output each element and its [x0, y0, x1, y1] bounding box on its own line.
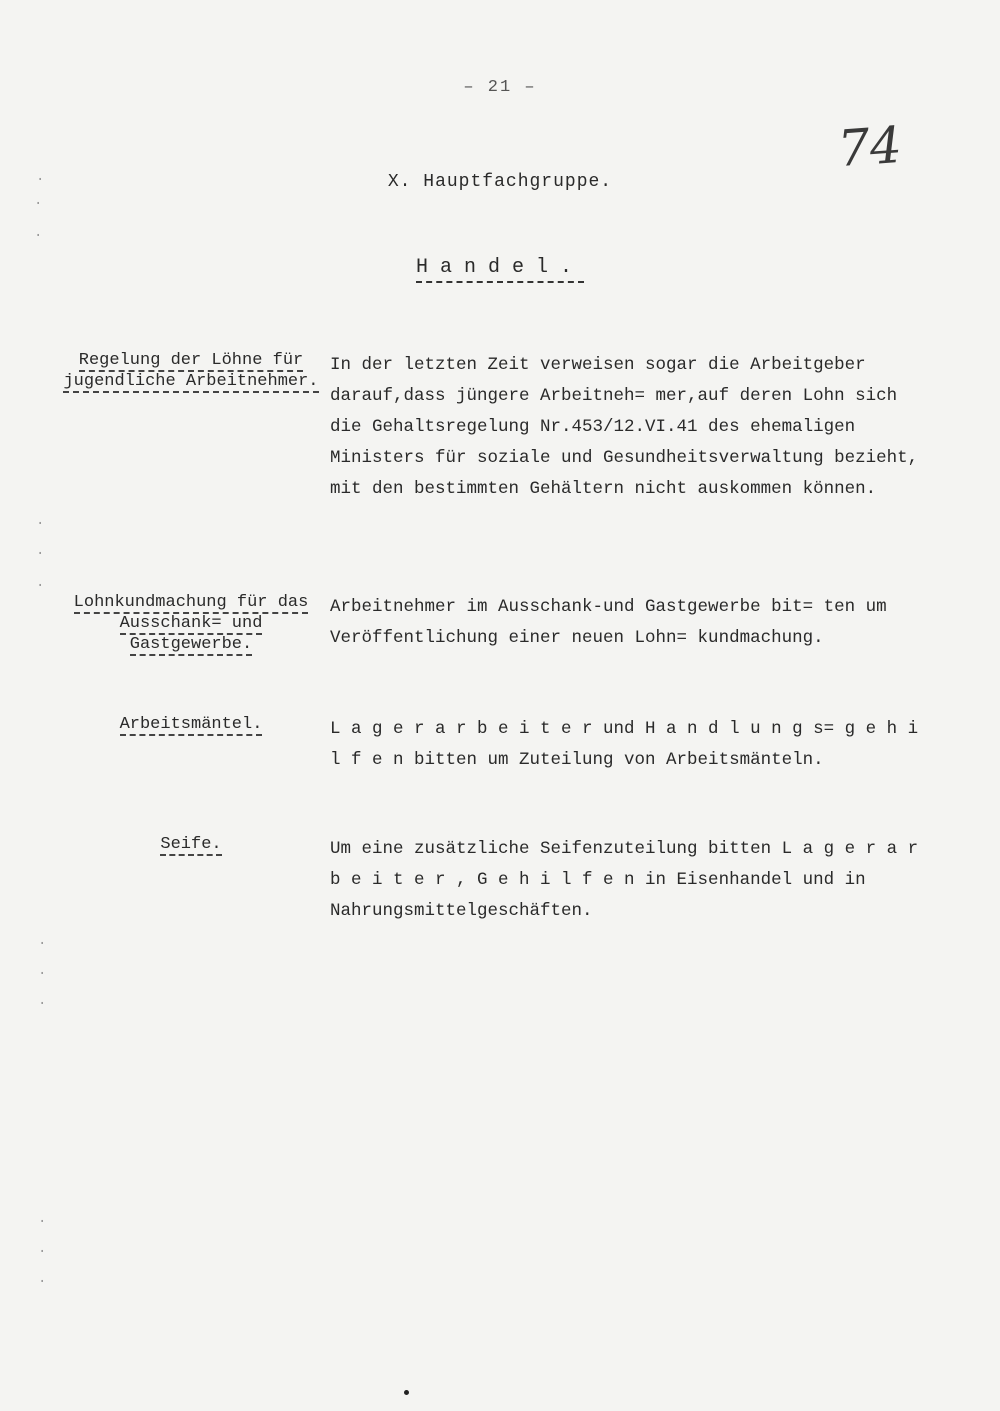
entry-text: In der letzten Zeit verweisen sogar die Arbeitgeber darauf,dass jüngere Arbeitneh= mer,auf deren Lohn sich die Gehaltsregelung Nr.453/12.VI.41 des ehemaligen Ministers für soziale und Gesundheitsverwaltung bezieht, mit den bestimmten Gehältern nicht auskommen können. [330, 355, 919, 499]
entry-text: Um eine zusätzliche Seifenzuteilung bitten L a g e r a r b e i t e r , G e h i l f e n in Eisenhandel und in Nahrungsmittelgeschäften. [330, 839, 919, 921]
paper-speck: · [38, 1244, 47, 1260]
paper-speck: · [36, 172, 45, 188]
paper-speck: · [36, 546, 45, 562]
paper-speck: · [38, 1214, 47, 1230]
entry-label: Arbeitsmäntel. [119, 715, 263, 734]
entry-label: Lohnkundmachung für das Ausschank= und Gastgewerbe. [73, 593, 309, 654]
heading-text: Handel. [416, 256, 584, 283]
section-title: X. Hauptfachgruppe. [387, 172, 613, 192]
entry-label: Seife. [160, 835, 222, 854]
entry-label: Regelung der Löhne für jugendliche Arbeitnehmer. [63, 351, 319, 391]
paper-speck: · [34, 228, 43, 244]
heading [0, 256, 1000, 279]
page-number: – 21 – [463, 78, 537, 97]
entry-text: Arbeitnehmer im Ausschank-und Gastgewerbe bit= ten um Veröffentlichung einer neuen Lohn= kundmachung. [330, 597, 887, 648]
entry-text: L a g e r a r b e i t e r und H a n d l u n g s= g e h i l f e n bitten um Zuteilung von Arbeitsmänteln. [330, 719, 919, 770]
paper-speck: · [36, 516, 45, 532]
paper-speck: · [38, 966, 47, 982]
paper-speck: · [38, 1274, 47, 1290]
paper-speck: · [38, 996, 47, 1012]
ink-dot [404, 1390, 409, 1395]
handwritten-folio-number: 74 [836, 115, 904, 179]
paper-speck: · [36, 578, 45, 594]
paper-speck: · [34, 196, 43, 212]
paper-speck: · [38, 936, 47, 952]
